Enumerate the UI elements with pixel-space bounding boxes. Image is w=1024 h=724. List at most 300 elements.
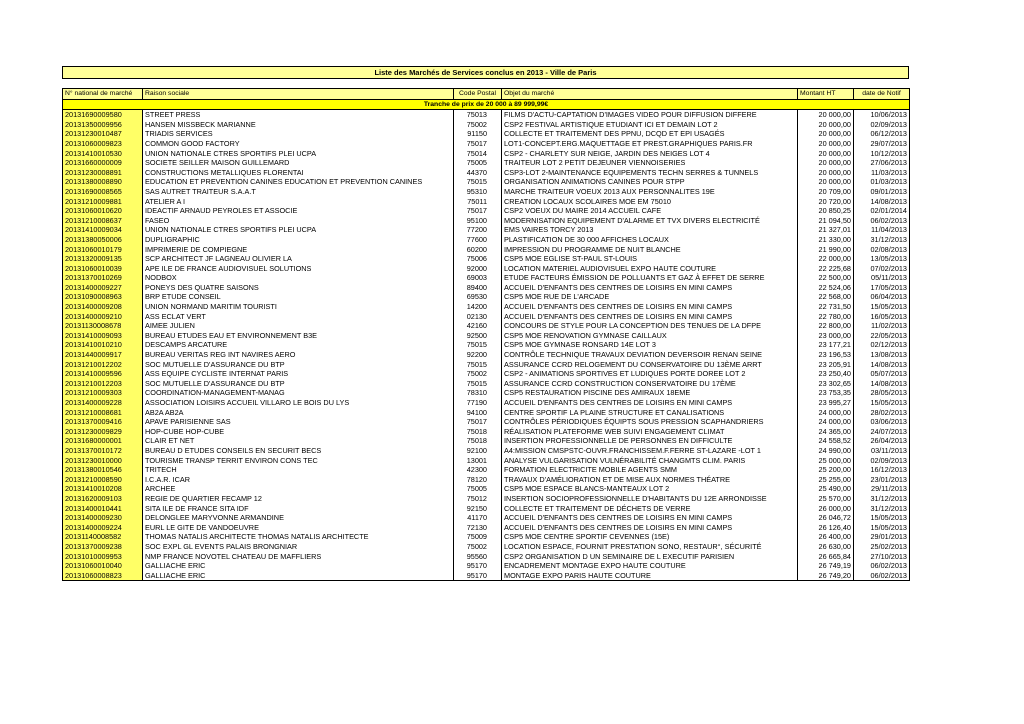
postal-code: 77200: [454, 225, 502, 235]
company-name: SOC MUTUELLE D'ASSURANCE DU BTP: [143, 379, 454, 389]
company-name: SOC EXPL GL EVENTS PALAIS BRONGNIAR: [143, 542, 454, 552]
postal-code: 75017: [454, 139, 502, 149]
postal-code: 78120: [454, 475, 502, 485]
company-name: THOMAS NATALIS ARCHITECTE THOMAS NATALIS ARCHITECTE: [143, 532, 454, 542]
notification-date: 03/11/2013: [854, 446, 910, 456]
notification-date: 27/06/2013: [854, 158, 910, 168]
amount-ht: 24 000,00: [798, 417, 854, 427]
amount-ht: 23 000,00: [798, 331, 854, 341]
header-montant: Montant HT: [798, 89, 854, 100]
amount-ht: 20 850,25: [798, 206, 854, 216]
company-name: EURL LE GITE DE VANDOEUVRE: [143, 523, 454, 533]
contract-object: ACCUEIL D'ENFANTS DES CENTRES DE LOISIRS EN MINI CAMPS: [502, 398, 798, 408]
contract-object: EMS VAIRES TORCY 2013: [502, 225, 798, 235]
postal-code: 75017: [454, 206, 502, 216]
contract-object: ACCUEIL D'ENFANTS DES CENTRES DE LOISIRS EN MINI CAMPS: [502, 302, 798, 312]
contract-object: ORGANISATION ANIMATIONS CANINES POUR STPP: [502, 177, 798, 187]
notification-date: 13/08/2013: [854, 350, 910, 360]
notification-date: 14/08/2013: [854, 360, 910, 370]
contract-number: 20131370010172: [63, 446, 143, 456]
header-date: date de Notif: [854, 89, 910, 100]
table-row: [63, 340, 910, 350]
amount-ht: 22 568,00: [798, 292, 854, 302]
postal-code: 13001: [454, 456, 502, 466]
amount-ht: 20 000,00: [798, 177, 854, 187]
contract-number: 20131230010487: [63, 129, 143, 139]
company-name: DESCAMPS ARCATURE: [143, 340, 454, 350]
contract-object: CONCOURS DE STYLE POUR LA CONCEPTION DES TENUES DE LA DFPE: [502, 321, 798, 331]
contract-object: PLASTIFICATION DE 30 000 AFFICHES LOCAUX: [502, 235, 798, 245]
notification-date: 29/11/2013: [854, 484, 910, 494]
contract-number: 20131400010441: [63, 504, 143, 514]
contract-number: 20131060009823: [63, 139, 143, 149]
postal-code: 75002: [454, 369, 502, 379]
amount-ht: 23 753,35: [798, 388, 854, 398]
table-row: [63, 321, 910, 331]
notification-date: 06/04/2013: [854, 292, 910, 302]
table-row: [63, 417, 910, 427]
company-name: GALLIACHE ERIC: [143, 571, 454, 581]
table-row: [63, 235, 910, 245]
postal-code: 92500: [454, 331, 502, 341]
postal-code: 75018: [454, 436, 502, 446]
contract-object: CSP2 VOEUX DU MAIRE 2014 ACCUEIL CAFE: [502, 206, 798, 216]
amount-ht: 25 255,00: [798, 475, 854, 485]
amount-ht: 21 327,01: [798, 225, 854, 235]
contract-number: 20131130008678: [63, 321, 143, 331]
company-name: FASEO: [143, 216, 454, 226]
company-name: DELONGLEE MARYVONNE ARMANDINE: [143, 513, 454, 523]
amount-ht: 21 330,00: [798, 235, 854, 245]
company-name: UNION NATIONALE CTRES SPORTIFS PLEI UCPA: [143, 149, 454, 159]
amount-ht: 23 995,27: [798, 398, 854, 408]
contract-number: 20131210008637: [63, 216, 143, 226]
contract-number: 20131210008590: [63, 475, 143, 485]
postal-code: 75017: [454, 417, 502, 427]
company-name: COMMON GOOD FACTORY: [143, 139, 454, 149]
header-num: N° national de marché: [63, 89, 143, 100]
contract-number: 20131210012203: [63, 379, 143, 389]
contract-number: 20131400009224: [63, 523, 143, 533]
company-name: BUREAU VERITAS REG INT NAVIRES AERO: [143, 350, 454, 360]
contract-object: FILMS D'ACTU-CAPTATION D'IMAGES VIDEO POUR DIFFUSION DIFFERE: [502, 110, 798, 120]
contract-number: 20131230009829: [63, 427, 143, 437]
company-name: TOURISME TRANSP TERRIT ENVIRON CONS TEC: [143, 456, 454, 466]
company-name: ASSOCIATION LOISIRS ACCUEIL VILLARO LE BOIS DU LYS: [143, 398, 454, 408]
table-row: [63, 504, 910, 514]
contract-object: INSERTION PROFESSIONNELLE DE PERSONNES EN DIFFICULTE: [502, 436, 798, 446]
postal-code: 75011: [454, 197, 502, 207]
notification-date: 02/01/2014: [854, 206, 910, 216]
company-name: SOC MUTUELLE D'ASSURANCE DU BTP: [143, 360, 454, 370]
company-name: PONEYS DES QUATRE SAISONS: [143, 283, 454, 293]
contract-number: 20131210009881: [63, 197, 143, 207]
postal-code: 69003: [454, 273, 502, 283]
contract-number: 20131440009917: [63, 350, 143, 360]
table-row: [63, 129, 910, 139]
header-row: [63, 89, 910, 100]
amount-ht: 22 524,06: [798, 283, 854, 293]
table-row: [63, 350, 910, 360]
amount-ht: 20 000,00: [798, 158, 854, 168]
notification-date: 24/07/2013: [854, 427, 910, 437]
amount-ht: 26 000,00: [798, 504, 854, 514]
amount-ht: 24 000,00: [798, 408, 854, 418]
contract-object: ACCUEIL D'ENFANTS DES CENTRES DE LOISIRS EN MINI CAMPS: [502, 513, 798, 523]
notification-date: 03/06/2013: [854, 417, 910, 427]
contract-object: COLLECTE ET TRAITEMENT DE DÉCHETS DE VERRE: [502, 504, 798, 514]
notification-date: 10/06/2013: [854, 110, 910, 120]
table-row: [63, 456, 910, 466]
company-name: ASS EQUIPE CYCLISTE INTERNAT PARIS: [143, 369, 454, 379]
contract-number: 20131230010000: [63, 456, 143, 466]
table-row: [63, 216, 910, 226]
table-row: [63, 360, 910, 370]
notification-date: 25/02/2013: [854, 542, 910, 552]
contract-object: ASSURANCE CCRD RELOGEMENT DU CONSERVATOIRE DU 13ÈME ARRT: [502, 360, 798, 370]
amount-ht: 20 000,00: [798, 120, 854, 130]
contract-number: 20131370009416: [63, 417, 143, 427]
contract-object: IMPRESSION DU PROGRAMME DE NUIT BLANCHE: [502, 245, 798, 255]
amount-ht: 22 780,00: [798, 312, 854, 322]
amount-ht: 26 749,20: [798, 571, 854, 581]
notification-date: 02/09/2013: [854, 120, 910, 130]
postal-code: 75009: [454, 532, 502, 542]
header-raison: Raison sociale: [143, 89, 454, 100]
postal-code: 42160: [454, 321, 502, 331]
contract-object: CSP5 MOE ESPACE BLANCS-MANTEAUX LOT 2: [502, 484, 798, 494]
amount-ht: 20 720,00: [798, 197, 854, 207]
contract-object: CSP5 MOE RUE DE L'ARCADE: [502, 292, 798, 302]
postal-code: 75002: [454, 542, 502, 552]
company-name: NMP FRANCE NOVOTEL CHATEAU DE MAFFLIERS: [143, 552, 454, 562]
amount-ht: 22 000,00: [798, 254, 854, 264]
contract-object: CSP2 - CHARLETY SUR NEIGE, JARDIN DES NEIGES LOT 4: [502, 149, 798, 159]
postal-code: 75012: [454, 494, 502, 504]
contract-number: 20131410010530: [63, 149, 143, 159]
amount-ht: 26 046,72: [798, 513, 854, 523]
table-row: [63, 398, 910, 408]
amount-ht: 24 558,52: [798, 436, 854, 446]
company-name: SCP ARCHITECT JF LAGNEAU OLIVIER LA: [143, 254, 454, 264]
postal-code: 91150: [454, 129, 502, 139]
contract-object: ACCUEIL D'ENFANTS DES CENTRES DE LOISIRS EN MINI CAMPS: [502, 312, 798, 322]
contract-object: CSP2 FESTIVAL ARTISTIQUE ETUDIANT ICI ET DEMAIN LOT 2: [502, 120, 798, 130]
postal-code: 95170: [454, 571, 502, 581]
contract-object: LOCATION MATERIEL AUDIOVISUEL EXPO HAUTE COUTURE: [502, 264, 798, 274]
notification-date: 15/05/2013: [854, 523, 910, 533]
contract-number: 20131680000001: [63, 436, 143, 446]
postal-code: 95310: [454, 187, 502, 197]
contract-object: A4:MISSION CMSPSTC-OUVR.FRANCHISSEM.F.FERRE ST-LAZARE -LOT 1: [502, 446, 798, 456]
header-cp: Code Postal: [454, 89, 502, 100]
postal-code: 94100: [454, 408, 502, 418]
table-row: [63, 110, 910, 120]
postal-code: 75015: [454, 379, 502, 389]
company-name: HANSEN MISSBECK MARIANNE: [143, 120, 454, 130]
table-row: [63, 465, 910, 475]
company-name: BRP ETUDE CONSEIL: [143, 292, 454, 302]
contract-object: COLLECTE ET TRAITEMENT DES PPNU, DCQD ET EPI USAGÉS: [502, 129, 798, 139]
table-row: [63, 120, 910, 130]
company-name: ARCHEE: [143, 484, 454, 494]
header-objet: Objet du marché: [502, 89, 798, 100]
company-name: HOP-CUBE HOP-CUBE: [143, 427, 454, 437]
table-row: [63, 542, 910, 552]
amount-ht: 20 000,00: [798, 168, 854, 178]
company-name: AB2A AB2A: [143, 408, 454, 418]
price-band: Tranche de prix de 20 000 à 89 999,99€: [63, 99, 910, 110]
amount-ht: 23 302,65: [798, 379, 854, 389]
table-row: [63, 245, 910, 255]
contract-object: CONTRÔLE TECHNIQUE TRAVAUX DEVIATION DEVERSOIR RENAN SEINE: [502, 350, 798, 360]
contract-object: MODERNISATION EQUIPEMENT D'ALARME ET TVX DIVERS ELECTRICITÉ: [502, 216, 798, 226]
notification-date: 01/03/2013: [854, 177, 910, 187]
contract-object: RÉALISATION PLATEFORME WEB SUIVI ENGAGEMENT CLIMAT: [502, 427, 798, 437]
amount-ht: 26 400,00: [798, 532, 854, 542]
postal-code: 75018: [454, 427, 502, 437]
amount-ht: 20 000,00: [798, 139, 854, 149]
notification-date: 22/05/2013: [854, 331, 910, 341]
postal-code: 92100: [454, 446, 502, 456]
table-row: [63, 254, 910, 264]
company-name: UNION NORMAND MARITIM TOURISTI: [143, 302, 454, 312]
notification-date: 31/12/2013: [854, 494, 910, 504]
table-row: [63, 273, 910, 283]
contract-number: 20131140008582: [63, 532, 143, 542]
notification-date: 29/07/2013: [854, 139, 910, 149]
contract-object: CSP5 MOE RENOVATION GYMNASE CAILLAUX: [502, 331, 798, 341]
table-row: [63, 168, 910, 178]
amount-ht: 24 990,00: [798, 446, 854, 456]
contract-number: 20131370010269: [63, 273, 143, 283]
company-name: REGIE DE QUARTIER FECAMP 12: [143, 494, 454, 504]
postal-code: 92000: [454, 264, 502, 274]
postal-code: 77190: [454, 398, 502, 408]
amount-ht: 26 665,84: [798, 552, 854, 562]
table-row: [63, 408, 910, 418]
table-row: [63, 225, 910, 235]
contract-object: MARCHE TRAITEUR VOEUX 2013 AUX PERSONNALITES 19E: [502, 187, 798, 197]
table-row: [63, 206, 910, 216]
notification-date: 05/11/2013: [854, 273, 910, 283]
table-row: [63, 331, 910, 341]
notification-date: 14/08/2013: [854, 379, 910, 389]
table-row: [63, 292, 910, 302]
contract-object: TRAVAUX D'AMÉLIORATION ET DE MISE AUX NORMES THÉATRE: [502, 475, 798, 485]
table-row: [63, 552, 910, 562]
contract-object: ASSURANCE CCRD CONSTRUCTION CONSERVATOIRE DU 17ÈME: [502, 379, 798, 389]
sheet-title: Liste des Marchés de Services conclus en 2013 - Ville de Paris: [62, 66, 909, 79]
contract-object: CSP3-LOT 2-MAINTENANCE EQUIPEMENTS TECHN SERRES & TUNNELS: [502, 168, 798, 178]
notification-date: 15/05/2013: [854, 398, 910, 408]
contract-object: CSP5 MOE CENTRE SPORTIF CEVENNES (15E): [502, 532, 798, 542]
postal-code: 72130: [454, 523, 502, 533]
contract-object: CSP5 RESTAURATION PISCINE DES AMIRAUX 18EME: [502, 388, 798, 398]
contract-object: INSERTION SOCIOPROFESSIONNELLE D'HABITANTS DU 12E ARRONDISSE: [502, 494, 798, 504]
amount-ht: 25 570,00: [798, 494, 854, 504]
notification-date: 11/02/2013: [854, 321, 910, 331]
table-row: [63, 427, 910, 437]
table-row: [63, 149, 910, 159]
notification-date: 06/12/2013: [854, 129, 910, 139]
contract-number: 20131350009956: [63, 120, 143, 130]
postal-code: 75013: [454, 110, 502, 120]
postal-code: 75002: [454, 120, 502, 130]
contract-number: 20131620009103: [63, 494, 143, 504]
company-name: BUREAU D ETUDES CONSEILS EN SECURIT BECS: [143, 446, 454, 456]
amount-ht: 22 800,00: [798, 321, 854, 331]
company-name: STREET PRESS: [143, 110, 454, 120]
contracts-table: [62, 88, 910, 581]
postal-code: 14200: [454, 302, 502, 312]
contract-number: 20131400009208: [63, 302, 143, 312]
contract-number: 20131230008891: [63, 168, 143, 178]
notification-date: 29/01/2013: [854, 532, 910, 542]
company-name: ASS ECLAT VERT: [143, 312, 454, 322]
contract-number: 20131690008565: [63, 187, 143, 197]
amount-ht: 20 000,00: [798, 149, 854, 159]
notification-date: 02/09/2013: [854, 456, 910, 466]
table-row: [63, 302, 910, 312]
notification-date: 14/08/2013: [854, 197, 910, 207]
notification-date: 28/05/2013: [854, 388, 910, 398]
postal-code: 42300: [454, 465, 502, 475]
table-row: [63, 475, 910, 485]
amount-ht: 22 731,50: [798, 302, 854, 312]
company-name: NODBOX: [143, 273, 454, 283]
postal-code: 75014: [454, 149, 502, 159]
amount-ht: 24 365,00: [798, 427, 854, 437]
postal-code: 60200: [454, 245, 502, 255]
amount-ht: 21 990,00: [798, 245, 854, 255]
company-name: APE ILE DE FRANCE AUDIOVISUEL SOLUTIONS: [143, 264, 454, 274]
table-row: [63, 312, 910, 322]
postal-code: 95560: [454, 552, 502, 562]
company-name: TRIADIS SERVICES: [143, 129, 454, 139]
amount-ht: 23 196,53: [798, 350, 854, 360]
table-row: [63, 571, 910, 581]
company-name: SITA ILE DE FRANCE SITA IDF: [143, 504, 454, 514]
notification-date: 15/05/2013: [854, 513, 910, 523]
contract-object: LOT1-CONCEPT.ERG.MAQUETTAGE ET PREST.GRAPHIQUES PARIS.FR: [502, 139, 798, 149]
notification-date: 11/03/2013: [854, 168, 910, 178]
postal-code: 77600: [454, 235, 502, 245]
postal-code: 75005: [454, 484, 502, 494]
contract-object: ACCUEIL D'ENFANTS DES CENTRES DE LOISIRS EN MINI CAMPS: [502, 283, 798, 293]
amount-ht: 23 205,91: [798, 360, 854, 370]
contract-number: 20131400009210: [63, 312, 143, 322]
contract-number: 20131010009953: [63, 552, 143, 562]
postal-code: 02130: [454, 312, 502, 322]
contract-number: 20131210012202: [63, 360, 143, 370]
notification-date: 10/12/2013: [854, 149, 910, 159]
postal-code: 95170: [454, 561, 502, 571]
postal-code: 89400: [454, 283, 502, 293]
notification-date: 31/12/2013: [854, 235, 910, 245]
company-name: ATELIER A I: [143, 197, 454, 207]
table-row: [63, 369, 910, 379]
postal-code: 92150: [454, 504, 502, 514]
contract-object: ETUDE FACTEURS ÉMISSION DE POLLUANTS ET GAZ À EFFET DE SERRE: [502, 273, 798, 283]
postal-code: 92200: [454, 350, 502, 360]
contract-object: ANALYSE VULGARISATION VULNÉRABILITÉ CHANGMTS CLIM. PARIS: [502, 456, 798, 466]
table-row: [63, 494, 910, 504]
notification-date: 28/02/2013: [854, 408, 910, 418]
amount-ht: 22 225,68: [798, 264, 854, 274]
amount-ht: 21 094,50: [798, 216, 854, 226]
notification-date: 15/05/2013: [854, 302, 910, 312]
contract-object: TRAITEUR LOT 2 PETIT DEJEUNER VIENNOISERIES: [502, 158, 798, 168]
table-row: [63, 532, 910, 542]
contract-number: 20131380050006: [63, 235, 143, 245]
amount-ht: 25 000,00: [798, 456, 854, 466]
amount-ht: 23 177,21: [798, 340, 854, 350]
notification-date: 05/07/2013: [854, 369, 910, 379]
contract-object: FORMATION ELECTRICITE MOBILE AGENTS SMM: [502, 465, 798, 475]
company-name: TRITECH: [143, 465, 454, 475]
notification-date: 02/12/2013: [854, 340, 910, 350]
contract-object: CSP5 MOE GYMNASE RONSARD 14E LOT 3: [502, 340, 798, 350]
amount-ht: 25 490,00: [798, 484, 854, 494]
contract-object: CENTRE SPORTIF LA PLAINE STRUCTURE ET CANALISATIONS: [502, 408, 798, 418]
notification-date: 17/05/2013: [854, 283, 910, 293]
company-name: SOCIETE SEILLER MAISON GUILLEMARD: [143, 158, 454, 168]
contract-number: 20131410009596: [63, 369, 143, 379]
table-row: [63, 139, 910, 149]
company-name: IMPRIMERIE DE COMPIEGNE: [143, 245, 454, 255]
table-row: [63, 484, 910, 494]
price-band-row: [63, 99, 910, 110]
contract-object: MONTAGE EXPO PARIS HAUTE COUTURE: [502, 571, 798, 581]
table-row: [63, 513, 910, 523]
notification-date: 09/01/2013: [854, 187, 910, 197]
contract-object: CSP5 MOE EGLISE ST-PAUL ST-LOUIS: [502, 254, 798, 264]
company-name: COORDINATION-MANAGEMENT-MANAG: [143, 388, 454, 398]
table-row: [63, 158, 910, 168]
amount-ht: 25 200,00: [798, 465, 854, 475]
company-name: BUREAU ETUDES EAU ET ENVIRONNEMENT B3E: [143, 331, 454, 341]
table-row: [63, 388, 910, 398]
postal-code: 75006: [454, 254, 502, 264]
amount-ht: 20 709,00: [798, 187, 854, 197]
notification-date: 11/04/2013: [854, 225, 910, 235]
company-name: GALLIACHE ERIC: [143, 561, 454, 571]
contract-number: 20131060010620: [63, 206, 143, 216]
contract-object: ENCADREMENT MONTAGE EXPO HAUTE COUTURE: [502, 561, 798, 571]
company-name: SAS AUTRET TRAITEUR S.A.A.T: [143, 187, 454, 197]
contract-number: 20131370009238: [63, 542, 143, 552]
contract-number: 20131660000009: [63, 158, 143, 168]
contract-number: 20131060010040: [63, 561, 143, 571]
contract-object: CREATION LOCAUX SCOLAIRES MOE EM 75010: [502, 197, 798, 207]
contract-number: 20131400009230: [63, 513, 143, 523]
postal-code: 44370: [454, 168, 502, 178]
company-name: EDUCATION ET PREVENTION CANINES EDUCATION ET PREVENTION CANINES: [143, 177, 454, 187]
notification-date: 06/02/2013: [854, 561, 910, 571]
postal-code: 69530: [454, 292, 502, 302]
postal-code: 78310: [454, 388, 502, 398]
notification-date: 23/01/2013: [854, 475, 910, 485]
contract-object: LOCATION ESPACE, FOURNIT PRESTATION SONO, RESTAUR°, SÉCURITÉ: [502, 542, 798, 552]
company-name: IDEACTIF ARNAUD PEYROLES ET ASSOCIE: [143, 206, 454, 216]
notification-date: 13/05/2013: [854, 254, 910, 264]
amount-ht: 26 749,19: [798, 561, 854, 571]
company-name: AIMEE JULIEN: [143, 321, 454, 331]
contract-number: 20131400009227: [63, 283, 143, 293]
table-row: [63, 379, 910, 389]
table-row: [63, 197, 910, 207]
